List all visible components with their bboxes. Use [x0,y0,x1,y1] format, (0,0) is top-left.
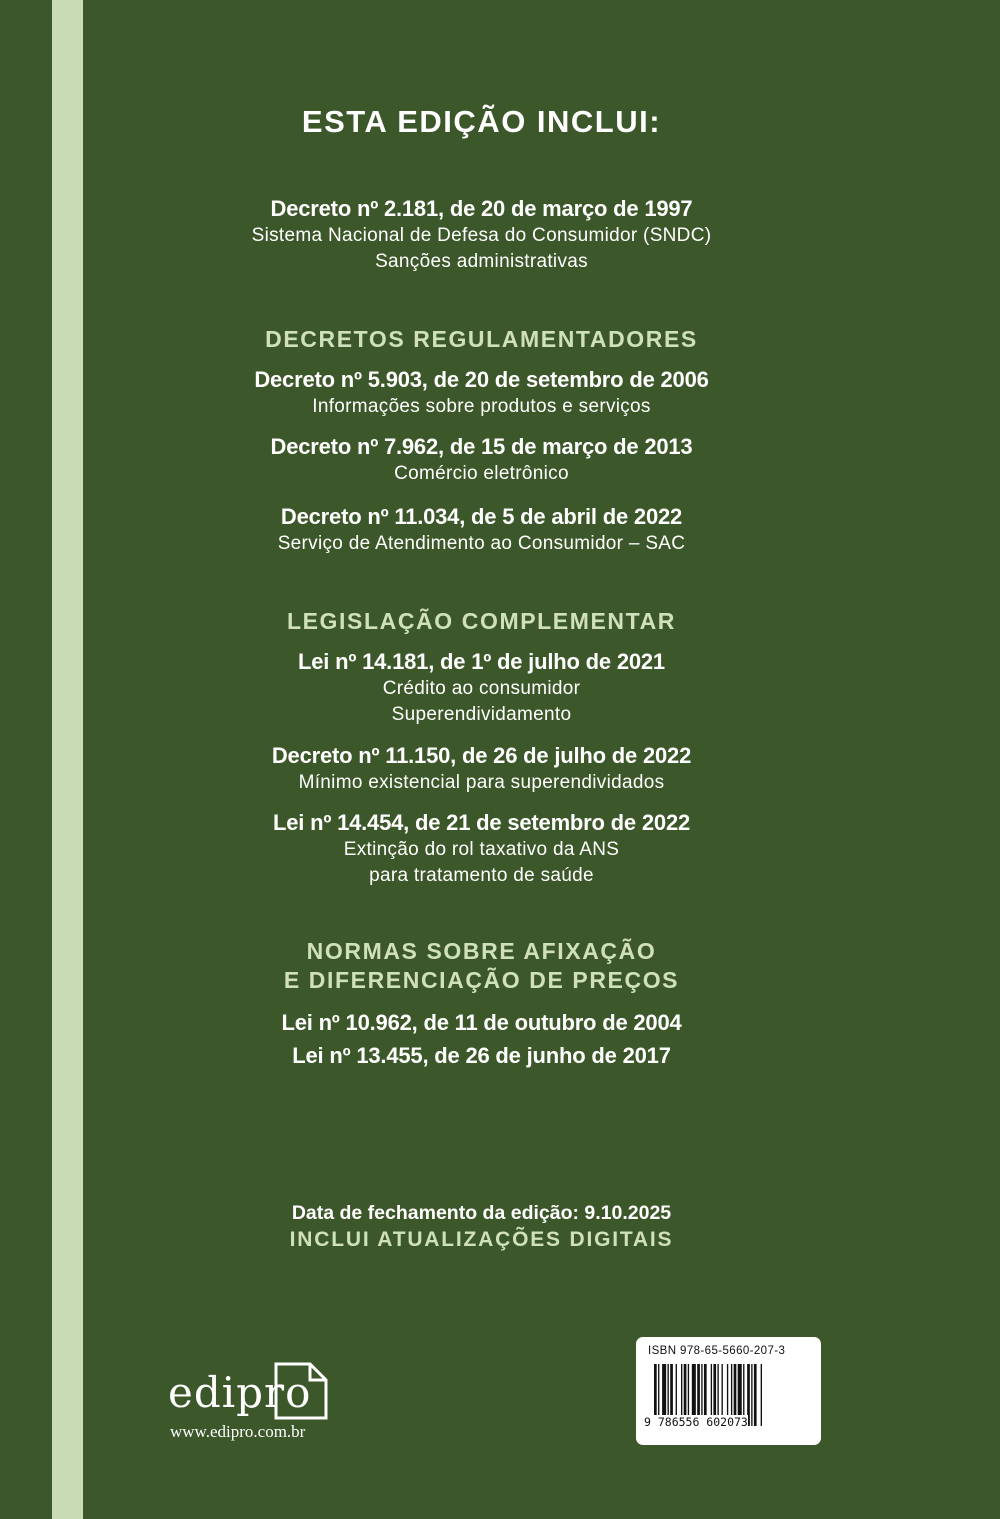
law-description: Extinção do rol taxativo da ANS [343,839,620,860]
law-description: Crédito ao consumidor [382,678,581,699]
law-description: Comércio eletrônico [394,463,569,484]
logo-wordmark: edipro [168,1368,312,1417]
list-item [83,1042,880,1070]
barcode-bar [754,1364,757,1426]
isbn-label: ISBN 978-65-5660-207-3 [648,1345,786,1357]
law-title: Decreto nº 7.962, de 15 de março de 2013 [270,434,693,459]
section-heading-line: E DIFERENCIAÇÃO DE PREÇOS [283,967,680,993]
publisher-url: www.edipro.com.br [170,1422,306,1441]
edition-date: Data de fechamento da edição: 9.10.2025 [291,1202,672,1224]
law-title: Lei nº 13.455, de 26 de junho de 2017 [292,1043,671,1068]
law-description: Sanções administrativas [375,251,588,272]
law-title: Decreto nº 11.034, de 5 de abril de 2022 [280,504,683,529]
law-description: Superendividamento [391,704,572,725]
law-title: Decreto nº 5.903, de 20 de setembro de 2006 [254,367,709,392]
section-heading-legislacao: LEGISLAÇÃO COMPLEMENTAR [286,608,677,634]
barcode-digits: 9 786556 602073 [644,1415,748,1429]
list-item [83,1009,880,1037]
law-title: Decreto nº 2.181, de 20 de março de 1997 [270,196,693,221]
law-description: para tratamento de saúde [369,865,594,886]
closing-block [83,1200,880,1254]
law-title: Decreto nº 11.150, de 26 de julho de 2022 [271,743,692,768]
law-description: Sistema Nacional de Defesa do Consumidor (SNDC) [251,225,712,246]
list-item [83,433,880,487]
law-description: Informações sobre produtos e serviços [312,396,651,417]
section-heading-decretos: DECRETOS REGULAMENTADORES [265,326,698,352]
list-item [83,648,880,728]
intro-block [83,195,880,275]
page-title: ESTA EDIÇÃO INCLUI: [301,104,662,139]
list-item [83,742,880,796]
law-description: Mínimo existencial para superendividados [298,772,665,793]
isbn-barcode [636,1337,821,1445]
section-heading-normas [83,937,880,995]
law-title: Lei nº 14.454, de 21 de setembro de 2022 [272,810,691,835]
barcode-bar [751,1364,752,1426]
side-stripe [52,0,83,1519]
list-item [83,809,880,889]
law-title: Lei nº 10.962, de 11 de outubro de 2004 [281,1010,682,1035]
digital-updates-note: INCLUI ATUALIZAÇÕES DIGITAIS [289,1228,674,1251]
law-title: Lei nº 14.181, de 1º de julho de 2021 [298,649,665,674]
list-item [83,503,880,557]
list-item [83,366,880,420]
publisher-logo [168,1360,338,1450]
section-heading-line: NORMAS SOBRE AFIXAÇÃO [306,938,657,964]
barcode-bar [761,1364,762,1426]
law-description: Serviço de Atendimento ao Consumidor – SAC [277,533,686,554]
